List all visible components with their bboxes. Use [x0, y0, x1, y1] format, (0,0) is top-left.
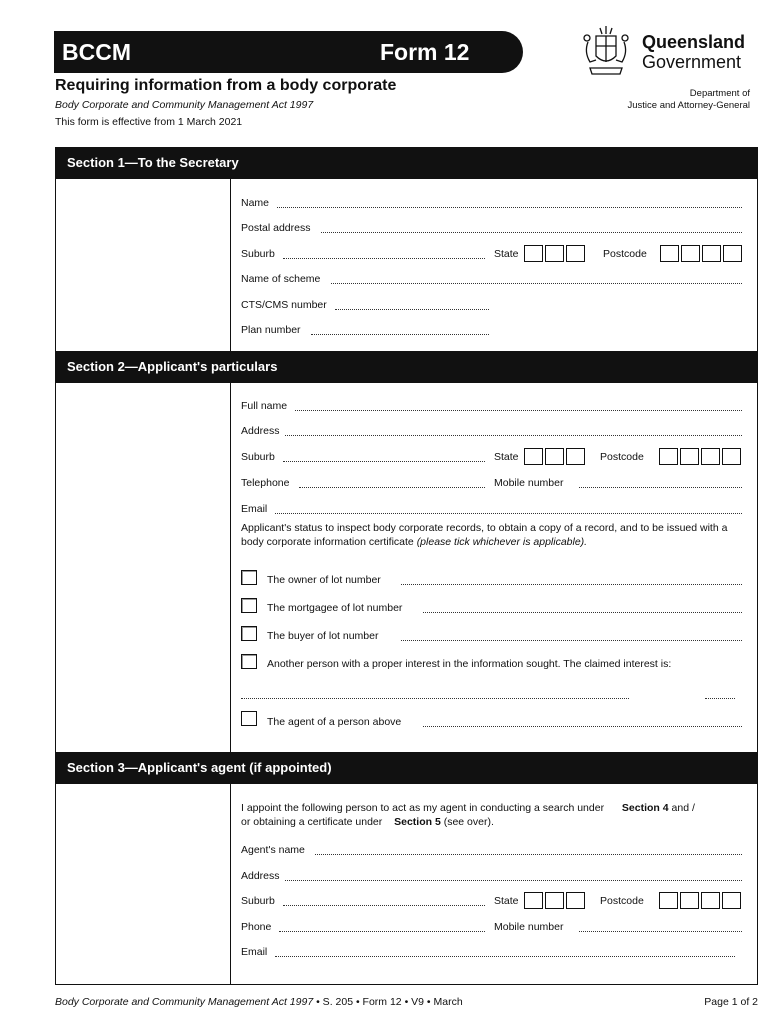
agent-phone-field[interactable] [279, 921, 485, 932]
agent-address-row[interactable] [241, 870, 742, 884]
appointment-text-4: (see over). [443, 816, 494, 828]
status-instruction: Applicant's status to inspect body corporate records, to obtain a copy of a record, and to be issued with a body corporate information certificate [241, 522, 728, 548]
form-banner [54, 31, 523, 73]
mortgagee-option-label: The mortgagee of lot number [267, 602, 405, 614]
agent-state-label: State [494, 895, 522, 907]
applicant-telephone-field[interactable] [299, 477, 485, 488]
claimed-interest-row[interactable] [241, 688, 742, 702]
footer-act: Body Corporate and Community Management Act 1997 [55, 996, 314, 1008]
act-name: Body Corporate and Community Management Act 1997 [55, 99, 314, 111]
applicant-email-row[interactable] [241, 503, 742, 517]
secretary-postcode-label: Postcode [603, 248, 650, 260]
secretary-suburb-label: Suburb [241, 248, 278, 260]
appointment-line-1 [241, 801, 741, 815]
column-divider [230, 383, 231, 752]
cts-number-label: CTS/CMS number [241, 299, 330, 311]
secretary-postcode-boxes[interactable] [660, 245, 744, 262]
applicant-address-row[interactable] [241, 425, 742, 439]
applicant-postcode-label: Postcode [600, 451, 647, 463]
cts-number-field[interactable] [335, 299, 489, 310]
section-1-heading: Section 1—To the Secretary [55, 147, 758, 179]
mortgagee-lot-field[interactable] [423, 602, 742, 613]
owner-option-label: The owner of lot number [267, 574, 384, 586]
owner-lot-field[interactable] [401, 574, 742, 585]
agent-name-row[interactable] [241, 844, 742, 858]
buyer-lot-row[interactable] [267, 630, 742, 644]
claimed-interest-field[interactable] [241, 688, 629, 699]
mortgagee-checkbox[interactable] [241, 598, 257, 613]
form-title: Requiring information from a body corporate [55, 77, 397, 94]
page-number: Page 1 of 2 [704, 996, 758, 1008]
appointment-text-1: I appoint the following person to act as my agent in conducting a search under [241, 802, 605, 814]
buyer-option-label: The buyer of lot number [267, 630, 381, 642]
agent-email-label: Email [241, 946, 270, 958]
department-line-2: Justice and Attorney-General [627, 100, 750, 111]
agent-state-boxes[interactable] [524, 892, 587, 909]
applicant-fullname-row[interactable] [241, 400, 742, 414]
agent-option-label: The agent of a person above [267, 716, 404, 728]
appointment-line-2 [241, 815, 741, 829]
secretary-name-label: Name [241, 197, 272, 209]
applicant-fullname-label: Full name [241, 400, 290, 412]
secretary-state-label: State [494, 248, 522, 260]
logo-government: Government [642, 52, 742, 72]
column-divider [230, 784, 231, 985]
applicant-mobile-label: Mobile number [494, 477, 566, 489]
applicant-suburb-field[interactable] [283, 451, 485, 462]
plan-number-label: Plan number [241, 324, 304, 336]
owner-checkbox[interactable] [241, 570, 257, 585]
agent-mobile-field[interactable] [579, 921, 742, 932]
other-interest-row [267, 658, 742, 672]
agent-phone-label: Phone [241, 921, 274, 933]
applicant-address-label: Address [241, 425, 283, 437]
secretary-name-field[interactable] [277, 197, 742, 208]
applicant-status-text [241, 521, 741, 549]
applicant-telephone-label: Telephone [241, 477, 292, 489]
applicant-phone-row[interactable] [241, 477, 742, 491]
applicant-suburb-row[interactable] [241, 451, 742, 465]
owner-lot-row[interactable] [267, 574, 742, 588]
other-interest-checkbox[interactable] [241, 654, 257, 669]
applicant-fullname-field[interactable] [295, 400, 742, 411]
effective-date: This form is effective from 1 March 2021 [55, 116, 243, 128]
applicant-address-field[interactable] [285, 425, 742, 436]
applicant-email-field[interactable] [275, 503, 742, 514]
secretary-postal-row[interactable] [241, 222, 742, 236]
form-number: Form 12 [380, 39, 470, 65]
agent-option-row[interactable] [267, 716, 742, 730]
secretary-postal-field[interactable] [321, 222, 742, 233]
department-line-1: Department of [689, 88, 750, 99]
claimed-interest-field-end[interactable] [705, 688, 735, 699]
form-code: BCCM [62, 39, 131, 65]
status-hint: (please tick whichever is applicable). [416, 536, 588, 548]
cts-number-row[interactable] [241, 299, 742, 313]
agent-option-field[interactable] [423, 716, 742, 727]
agent-email-row[interactable] [241, 946, 742, 960]
agent-address-label: Address [241, 870, 283, 882]
footer-ref: • S. 205 • Form 12 • V9 • March [316, 996, 463, 1008]
agent-email-field[interactable] [275, 946, 735, 957]
buyer-lot-field[interactable] [401, 630, 742, 641]
other-interest-label: Another person with a proper interest in the information sought. The claimed interest is: [267, 658, 674, 670]
applicant-suburb-label: Suburb [241, 451, 278, 463]
applicant-state-label: State [494, 451, 522, 463]
secretary-postal-label: Postal address [241, 222, 313, 234]
scheme-name-label: Name of scheme [241, 273, 323, 285]
column-divider [230, 179, 231, 351]
scheme-name-field[interactable] [331, 273, 742, 284]
agent-name-field[interactable] [315, 844, 742, 855]
agent-name-label: Agent's name [241, 844, 308, 856]
applicant-email-label: Email [241, 503, 270, 515]
logo-queensland: Queensland [642, 32, 746, 52]
appointment-text-3: or obtaining a certificate under [241, 816, 383, 828]
applicant-postcode-boxes[interactable] [659, 448, 743, 465]
secretary-name-row[interactable] [241, 197, 742, 211]
secretary-suburb-field[interactable] [283, 248, 485, 259]
applicant-mobile-field[interactable] [579, 477, 742, 488]
applicant-state-boxes[interactable] [524, 448, 587, 465]
section-4-ref: Section 4 [621, 802, 669, 814]
coat-of-arms-icon [578, 22, 634, 78]
agent-mobile-label: Mobile number [494, 921, 566, 933]
agent-phone-row[interactable] [241, 921, 742, 935]
buyer-checkbox[interactable] [241, 626, 257, 641]
footer-reference [55, 996, 463, 1008]
agent-suburb-row[interactable] [241, 895, 742, 909]
secretary-suburb-row[interactable] [241, 248, 742, 262]
qld-government-logo [578, 22, 753, 78]
agent-suburb-label: Suburb [241, 895, 278, 907]
plan-number-field[interactable] [311, 324, 489, 335]
agent-checkbox[interactable] [241, 711, 257, 726]
appointment-text-2: and / [671, 802, 695, 814]
section-5-ref: Section 5 [394, 816, 441, 828]
section-3-heading: Section 3—Applicant's agent (if appointed) [55, 752, 758, 784]
agent-postcode-label: Postcode [600, 895, 647, 907]
agent-suburb-field[interactable] [283, 895, 485, 906]
section-2-heading: Section 2—Applicant's particulars [55, 351, 758, 383]
secretary-state-boxes[interactable] [524, 245, 587, 262]
mortgagee-lot-row[interactable] [267, 602, 742, 616]
scheme-name-row[interactable] [241, 273, 742, 287]
agent-appointment-text [241, 801, 741, 829]
plan-number-row[interactable] [241, 324, 742, 338]
agent-postcode-boxes[interactable] [659, 892, 743, 909]
department-name [627, 88, 750, 112]
agent-address-field[interactable] [285, 870, 742, 881]
